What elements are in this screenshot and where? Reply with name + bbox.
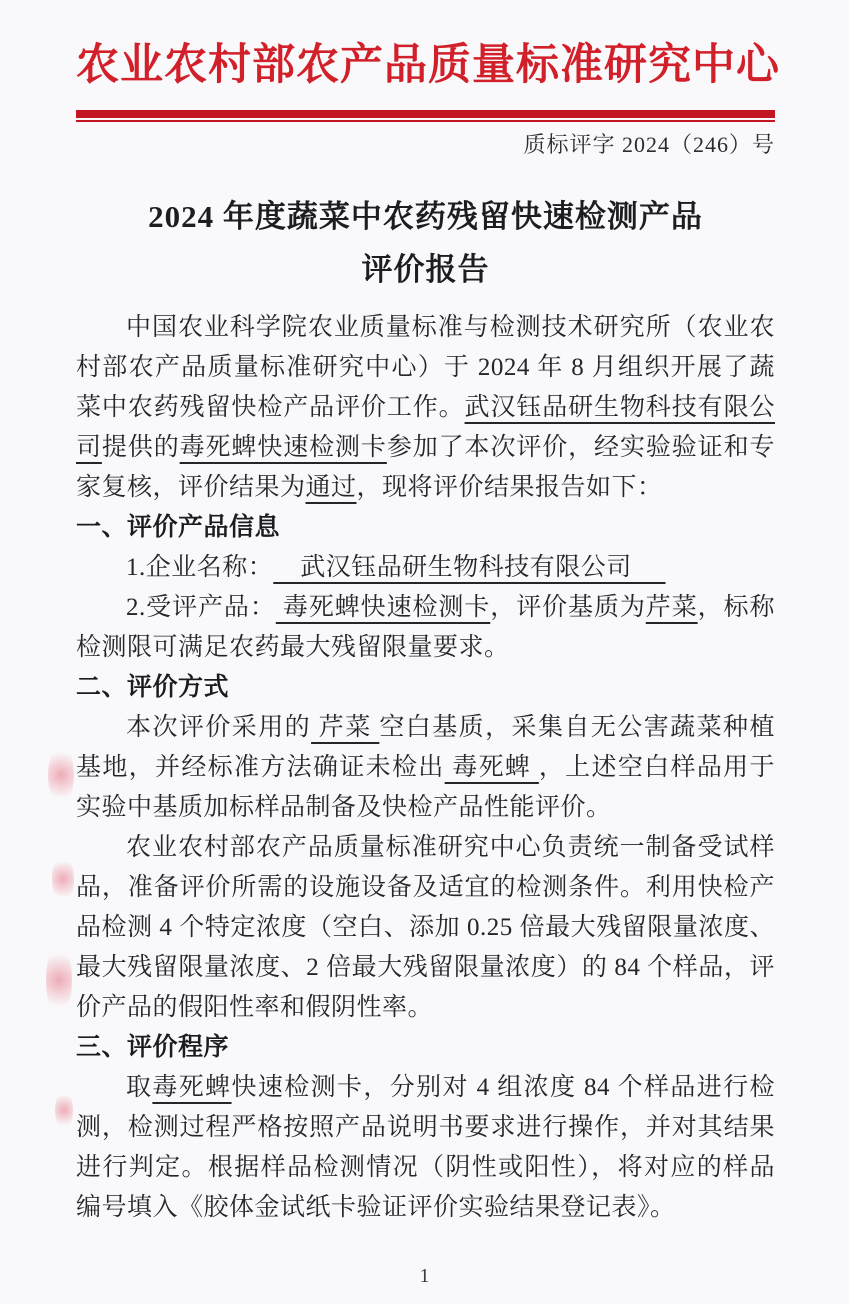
text-run: 一、评价产品信息 — [76, 514, 281, 541]
section-heading — [76, 668, 775, 708]
text-run: 1.企业名称： — [126, 554, 274, 581]
scan-artifact — [46, 945, 72, 1015]
text-run: 2.受评产品： — [126, 594, 276, 621]
underlined-text: 武汉钰品研生物科技有限公司 — [273, 554, 666, 581]
document-title-line2: 评价报告 — [361, 252, 490, 287]
body-paragraph — [76, 828, 775, 1028]
underlined-text: 毒死蜱快速检测卡 — [179, 434, 387, 461]
text-run: ，上述空白样品用于实验中基质加标样品制备及快检产品性能评价。 — [76, 754, 775, 821]
text-run: 提供的 — [101, 434, 180, 461]
underlined-text: 通过 — [305, 474, 357, 501]
text-run: 参加了本次评价，经实验验证和专家复核，评价结果为 — [76, 434, 775, 501]
body-paragraph — [76, 708, 775, 828]
text-run: 农业农村部农产品质量标准研究中心负责统一制备受试样品，准备评价所需的设施设备及适宜的检测条件。利用快检产品检测 4 个特定浓度（空白、添加 0.25 倍最大残留限量浓度、最大残留限量浓度、2 倍最大残留限量浓度）的 84 个样品，评价产品的假阳性率和假阴性率。 — [76, 834, 775, 1021]
section-heading — [76, 1028, 775, 1068]
text-run: 空白基质，采集自无公害蔬菜种植基地，并经标准方法确证未检出 — [76, 714, 775, 781]
page-number: 1 — [419, 1265, 430, 1287]
document-title-line1: 2024 年度蔬菜中农药残留快速检测产品 — [148, 199, 703, 234]
text-run: ，评价基质为 — [490, 594, 646, 621]
underlined-text: 毒死蜱 — [444, 754, 539, 781]
scan-artifact — [48, 745, 74, 805]
section-heading — [76, 508, 775, 548]
letterhead-divider — [76, 110, 775, 122]
underlined-text: 芹菜 — [645, 594, 698, 621]
text-run: 中国农业科学院农业质量标准与检测技术研究所（农业农村部农产品质量标准研究中心）于 2024 年 8 月组织开展了蔬菜中农药残留快检产品评价工作。 — [76, 314, 775, 421]
text-run: 快速检测卡，分别对 4 组浓度 84 个样品进行检测，检测过程严格按照产品说明书要求进行操作，并对其结果进行判定。根据样品检测情况（阴性或阳性），将对应的样品编号填入《胶体金试纸卡验证评价实验结果登记表》。 — [76, 1074, 775, 1221]
text-run: ，标称检测限可满足农药最大残留限量要求。 — [76, 594, 775, 661]
body-paragraph — [76, 548, 775, 588]
text-run: 三、评价程序 — [76, 1034, 230, 1061]
text-run: 二、评价方式 — [76, 674, 230, 701]
text-run: 本次评价采用的 — [126, 714, 312, 741]
scan-artifact — [52, 855, 74, 903]
body-paragraph — [76, 308, 775, 508]
text-run: ，现将评价结果报告如下： — [356, 474, 663, 501]
underlined-text: 芹菜 — [311, 714, 380, 741]
letterhead-org-name: 农业农村部农产品质量标准研究中心 — [76, 41, 780, 89]
document-reference-number: 质标评字 2024（246）号 — [523, 132, 775, 157]
underlined-text: 武汉钰品研生物科技有限公司 — [76, 394, 775, 461]
underlined-text: 毒死蜱快速检测卡 — [275, 594, 491, 621]
document-body — [76, 308, 775, 1228]
divider-thick-line — [76, 110, 775, 118]
body-paragraph — [76, 588, 775, 668]
document-title — [76, 190, 775, 296]
text-run: 取 — [126, 1074, 153, 1101]
body-paragraph — [76, 1068, 775, 1228]
underlined-text: 毒死蜱 — [152, 1074, 232, 1101]
scan-artifact — [55, 1090, 73, 1130]
